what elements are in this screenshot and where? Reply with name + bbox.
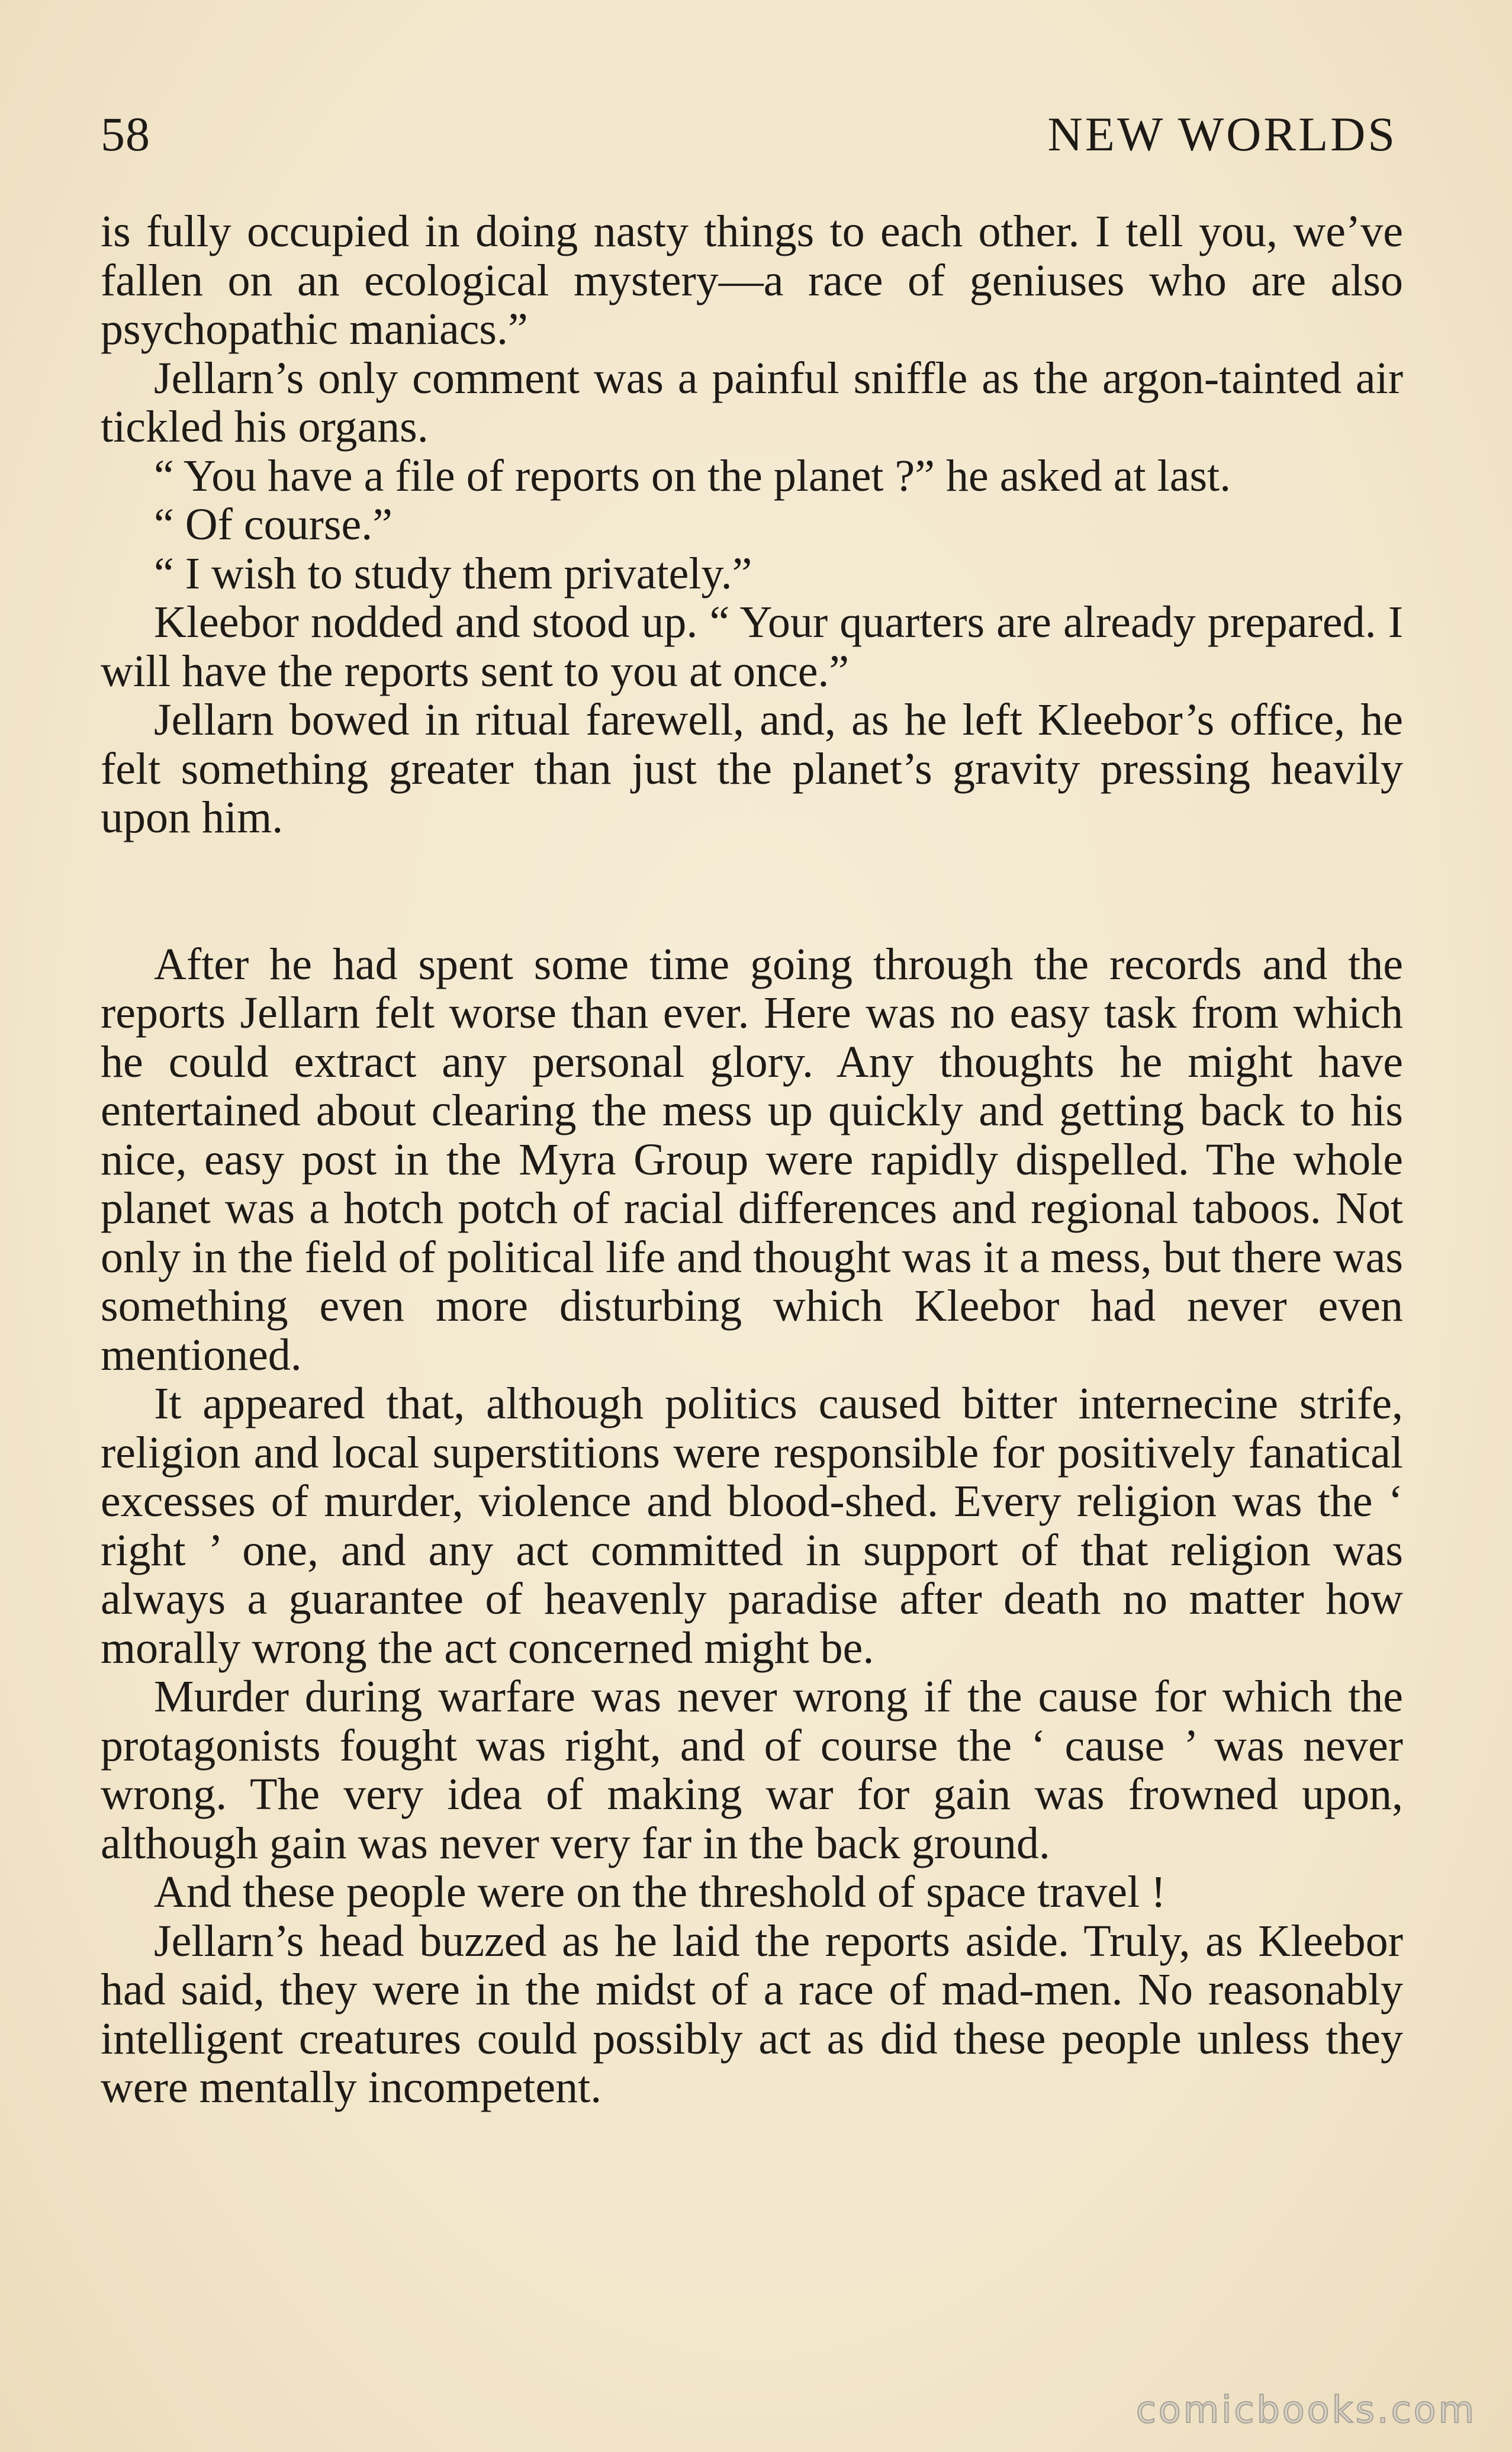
- section-break: [101, 842, 1403, 940]
- paragraph: Murder during warfare was never wrong if the cause for which the protagonists fought was right, and of course the ‘ cause ’ was never wrong. The very idea of making war for gain was frowned upon, although gain was never very far in the back ground.: [101, 1672, 1403, 1868]
- paragraph: Jellarn’s only comment was a painful sniffle as the argon-tainted air tickled his organs.: [101, 353, 1403, 452]
- page-number: 58: [101, 107, 150, 161]
- paragraph: “ I wish to study them privately.”: [154, 548, 752, 598]
- page-header: [101, 107, 1397, 178]
- paragraph: It appeared that, although politics caused bitter internecine strife, religion and local superstitions were responsible for positively fanatical excesses of murder, violence and blood-shed. Every religion was the ‘ right ’ one, and any act committed in support of that religion was always a guarantee of heavenly paradise after death no matter how morally wrong the act concerned might be.: [101, 1379, 1403, 1673]
- body-text: [101, 207, 1403, 2112]
- paragraph: “ Of course.”: [154, 500, 393, 549]
- paragraph: Jellarn’s head buzzed as he laid the reports aside. Truly, as Kleebor had said, they were in the midst of a race of mad-men. No reasonably intelligent creatures could possibly act as did these people unless they were mentally incompetent.: [101, 1916, 1403, 2112]
- paragraph: After he had spent some time going through the records and the reports Jellarn felt worse than ever. Here was no easy task from which he could extract any personal glory. Any thoughts he might have entertained about clearing the mess up quickly and getting back to his nice, easy post in the Myra Group were rapidly dispelled. The whole planet was a hotch potch of racial differences and regional taboos. Not only in the field of political life and thought was it a mess, but there was something even more disturbing which Kleebor had never even mentioned.: [101, 939, 1403, 1380]
- paragraph: Jellarn bowed in ritual farewell, and, as he left Kleebor’s office, he felt something greater than just the planet’s gravity pressing heavily upon him.: [101, 695, 1403, 842]
- paragraph: is fully occupied in doing nasty things to each other. I tell you, we’ve fallen on an ecological mystery—a race of geniuses who are also psychopathic maniacs.”: [101, 207, 1403, 354]
- watermark: comicbooks.com: [1135, 2388, 1476, 2431]
- running-head: NEW WORLDS: [1047, 107, 1397, 161]
- paragraph: “ You have a file of reports on the planet ?” he asked at last.: [154, 451, 1231, 501]
- paragraph: Kleebor nodded and stood up. “ Your quarters are already prepared. I will have the reports sent to you at once.”: [101, 597, 1403, 696]
- paragraph: And these people were on the threshold of space travel !: [154, 1867, 1166, 1917]
